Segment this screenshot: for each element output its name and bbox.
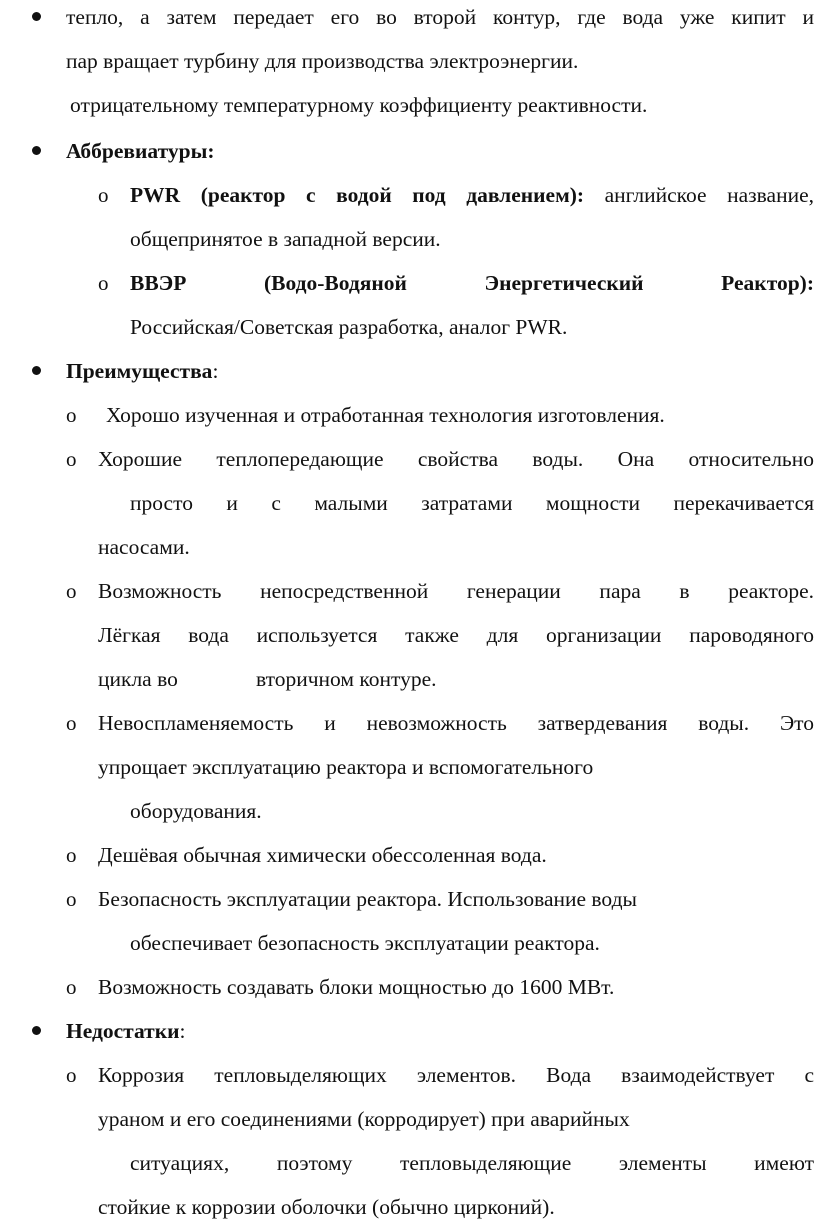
pwr-line-1: PWR (реактор с водой под давлением): английское название,: [130, 183, 814, 207]
adv-item-6-line-2: обеспечивает безопасность эксплуатации реактора.: [130, 931, 600, 955]
bullet-disc-icon: [32, 366, 41, 375]
adv-item-3-line-1: Возможность непосредственной генерации пара в реакторе.: [98, 579, 814, 603]
bullet-circle-icon: o: [98, 271, 109, 295]
disadv-item-1-line-3: ситуациях, поэтому тепловыделяющие элементы имеют: [130, 1151, 814, 1175]
advantages-heading: Преимущества:: [66, 359, 219, 383]
bullet-circle-icon: o: [66, 579, 77, 603]
pwr-line-2: общепринятое в западной версии.: [130, 227, 441, 251]
bullet-circle-icon: o: [66, 975, 77, 999]
adv-item-3-line-2: Лёгкая вода используется также для организации пароводяного: [98, 623, 814, 647]
adv-item-4-line-3: оборудования.: [130, 799, 262, 823]
adv-item-5: Дешёвая обычная химически обессоленная вода.: [98, 843, 547, 867]
vver-line-2: Российская/Советская разработка, аналог PWR.: [130, 315, 568, 339]
bullet-circle-icon: o: [66, 1063, 77, 1087]
adv-item-4-line-1: Невоспламеняемость и невозможность затвердевания воды. Это: [98, 711, 814, 735]
adv-item-6-line-1: Безопасность эксплуатации реактора. Использование воды: [98, 887, 637, 911]
bullet-disc-icon: [32, 1026, 41, 1035]
adv-item-4-line-2: упрощает эксплуатацию реактора и вспомогательного: [98, 755, 594, 779]
adv-item-2-line-1: Хорошие теплопередающие свойства воды. Она относительно: [98, 447, 814, 471]
intro-line-2: пар вращает турбину для производства электроэнергии.: [66, 49, 579, 73]
adv-item-1: Хорошо изученная и отработанная технология изготовления.: [106, 403, 665, 427]
adv-item-2-line-3: насосами.: [98, 535, 190, 559]
vver-line-1: ВВЭР (Водо-Водяной Энергетический Реактор):: [130, 271, 814, 295]
bullet-disc-icon: [32, 146, 41, 155]
bullet-circle-icon: o: [66, 447, 77, 471]
adv-item-3-line-3b: вторичном контуре.: [256, 667, 437, 691]
bullet-circle-icon: o: [66, 887, 77, 911]
bullet-circle-icon: o: [98, 183, 109, 207]
disadv-item-1-line-2: ураном и его соединениями (корродирует) при аварийных: [98, 1107, 630, 1131]
bullet-circle-icon: o: [66, 843, 77, 867]
disadv-item-1-line-1: Коррозия тепловыделяющих элементов. Вода взаимодействует с: [98, 1063, 814, 1087]
abbreviations-heading: Аббревиатуры:: [66, 139, 215, 163]
adv-item-3-line-3a: цикла во: [98, 667, 178, 691]
bullet-disc-icon: [32, 12, 41, 21]
disadv-item-1-line-4: стойкие к коррозии оболочки (обычно цирконий).: [98, 1195, 555, 1219]
bullet-circle-icon: o: [66, 711, 77, 735]
adv-item-2-line-2: просто и с малыми затратами мощности перекачивается: [130, 491, 814, 515]
intro-line-1: тепло, а затем передает его во второй контур, где вода уже кипит и: [66, 5, 814, 29]
intro-line-3: отрицательному температурному коэффициенту реактивности.: [70, 93, 648, 117]
adv-item-7: Возможность создавать блоки мощностью до 1600 МВт.: [98, 975, 615, 999]
bullet-circle-icon: o: [66, 403, 77, 427]
disadvantages-heading: Недостатки:: [66, 1019, 186, 1043]
